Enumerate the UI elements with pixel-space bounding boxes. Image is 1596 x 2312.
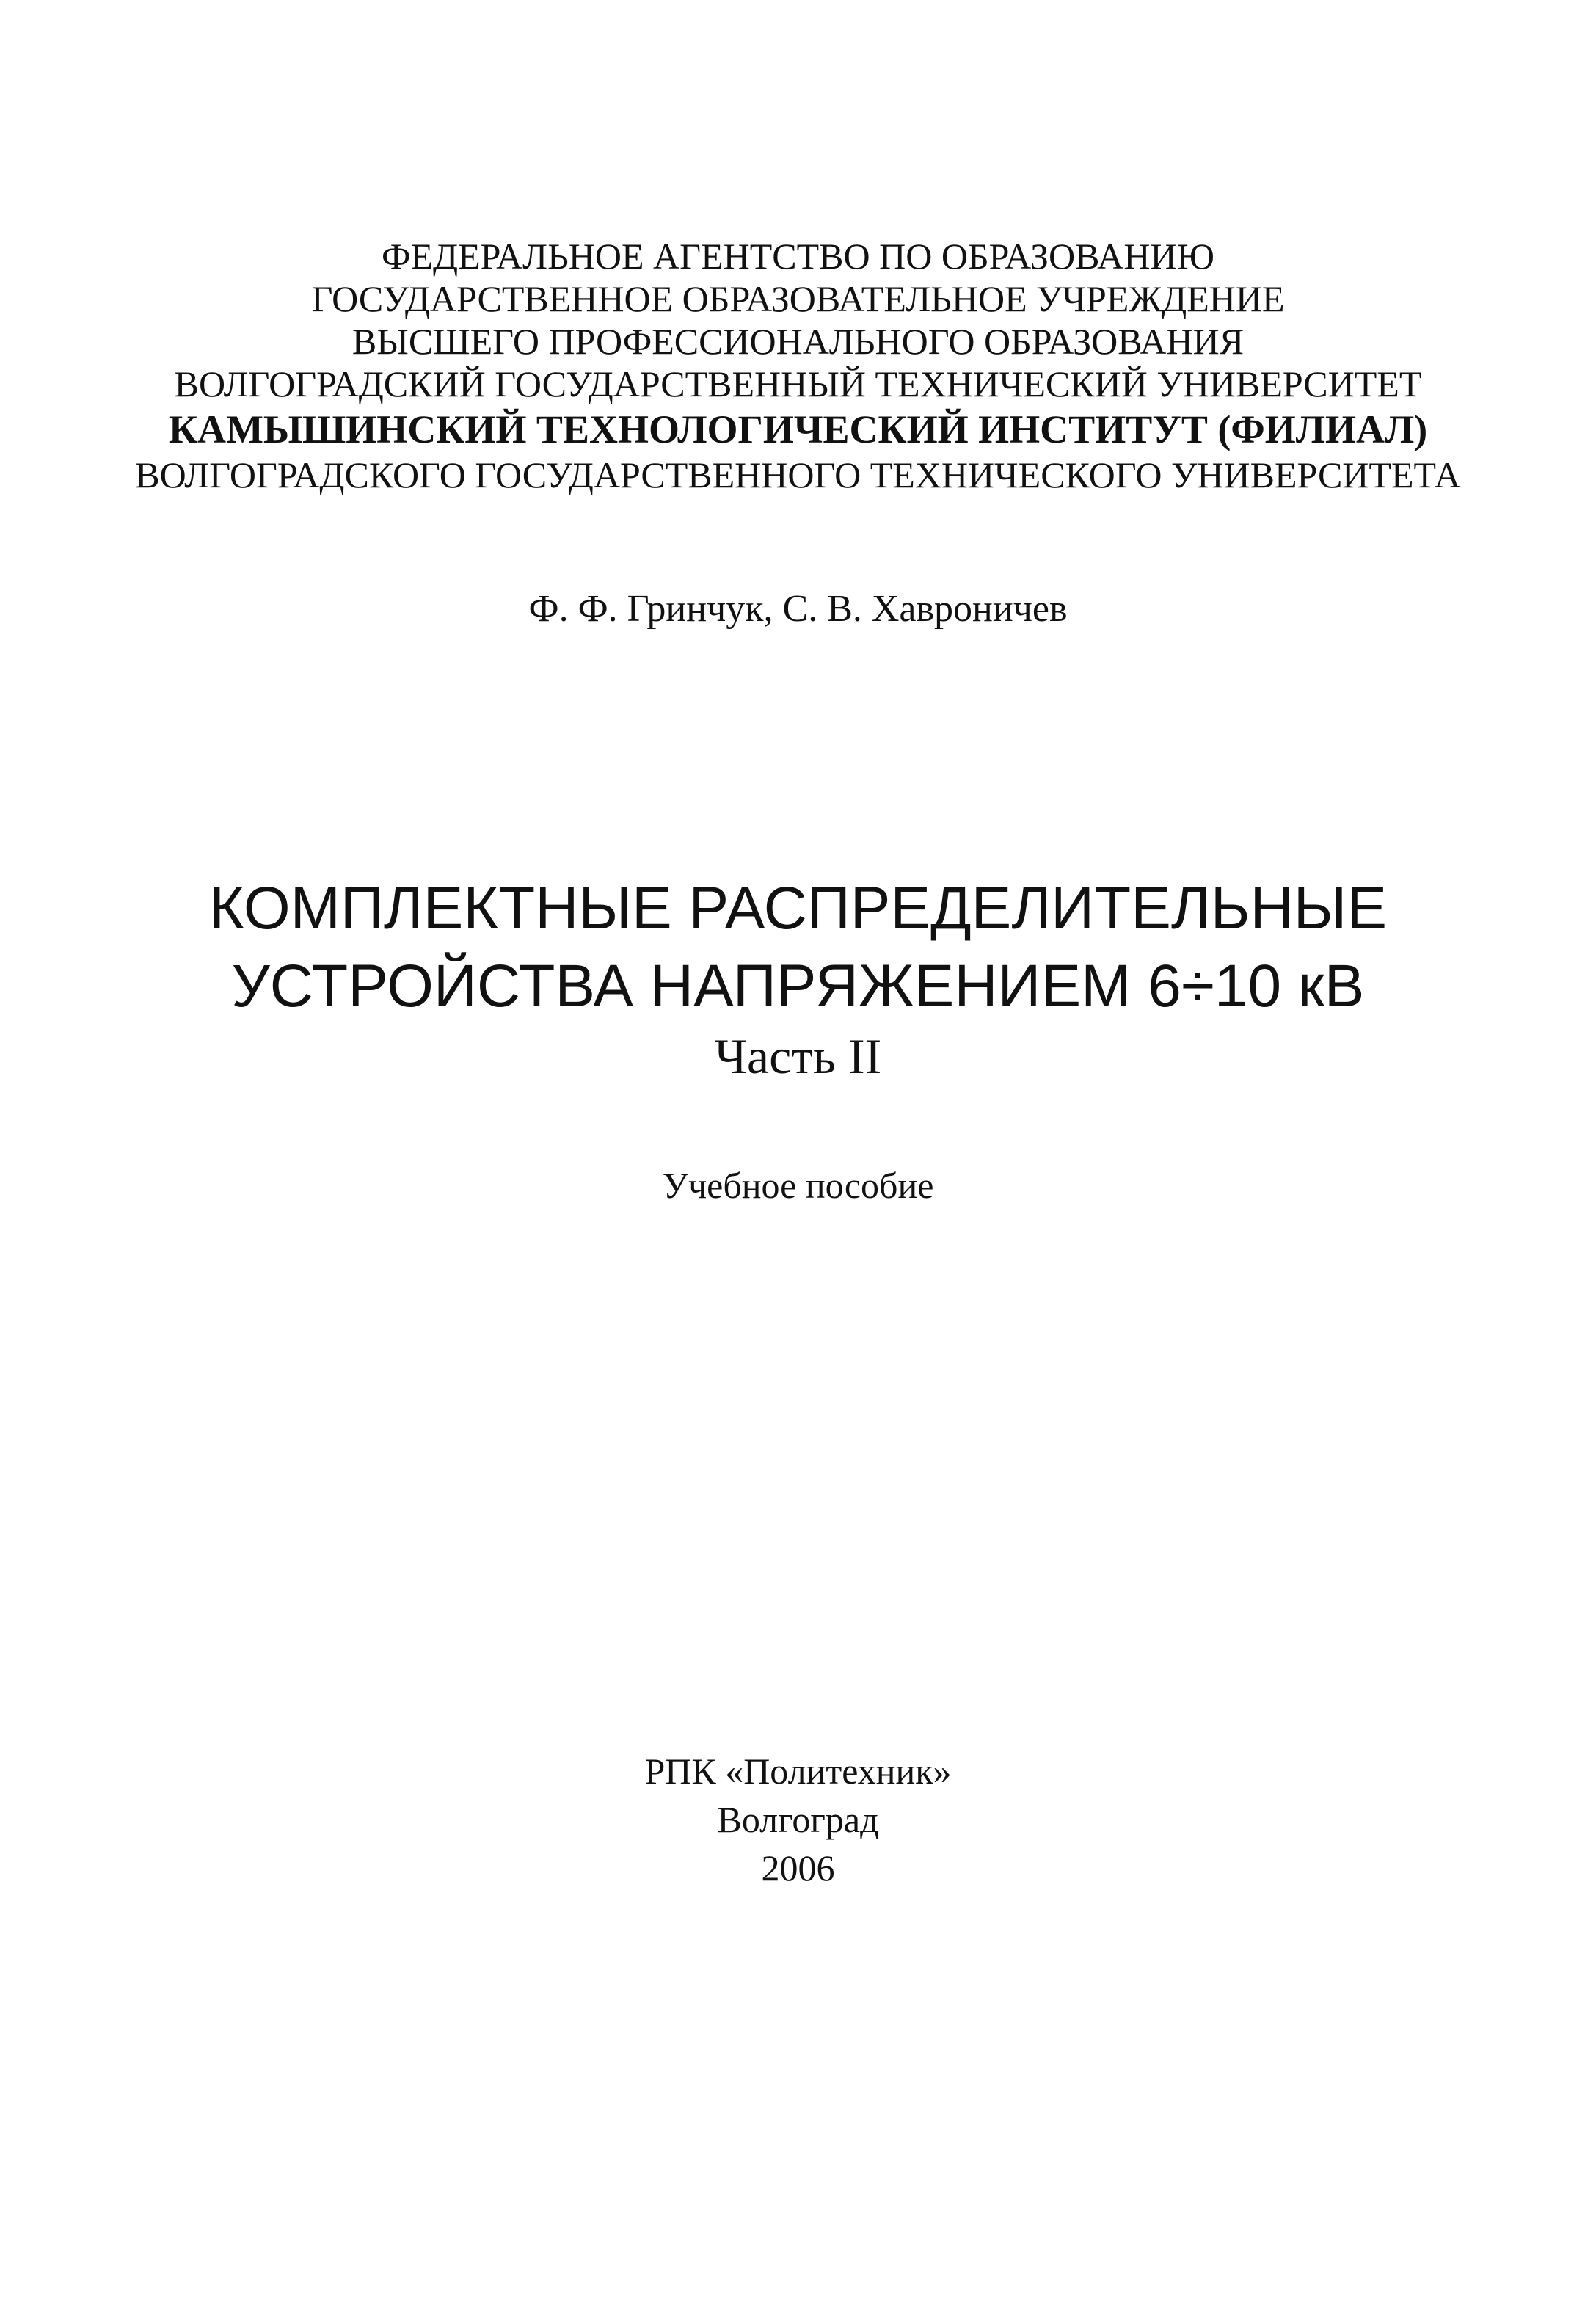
- institution-line-higher-ed: ВЫСШЕГО ПРОФЕССИОНАЛЬНОГО ОБРАЗОВАНИЯ: [351, 321, 1245, 362]
- publisher-city: Волгоград: [717, 1799, 879, 1840]
- publisher-name: РПК «Политехник»: [644, 1751, 952, 1792]
- title-line-1: КОМПЛЕКТНЫЕ РАСПРЕДЕЛИТЕЛЬНЫЕ: [208, 875, 1388, 942]
- institution-line-agency: ФЕДЕРАЛЬНОЕ АГЕНТСТВО ПО ОБРАЗОВАНИЮ: [381, 236, 1215, 277]
- book-title: [0, 870, 1596, 1086]
- title-line-2: УСТРОЙСТВА НАПРЯЖЕНИЕМ 6÷10 кВ: [231, 953, 1365, 1019]
- publisher-block: [0, 1747, 1596, 1892]
- institution-line-state: ГОСУДАРСТВЕННОЕ ОБРАЗОВАТЕЛЬНОЕ УЧРЕЖДЕНИЕ: [311, 278, 1285, 319]
- institution-line-university: ВОЛГОГРАДСКИЙ ГОСУДАРСТВЕННЫЙ ТЕХНИЧЕСКИЙ УНИВЕРСИТЕТ: [174, 363, 1422, 404]
- authors: Ф. Ф. Гринчук, С. В. Хавроничев: [528, 588, 1068, 630]
- institution-header: [0, 235, 1596, 496]
- institution-line-university-genitive: ВОЛГОГРАДСКОГО ГОСУДАРСТВЕННОГО ТЕХНИЧЕСКОГО УНИВЕРСИТЕТА: [135, 454, 1461, 495]
- publisher-year: 2006: [761, 1847, 835, 1889]
- book-type: Учебное пособие: [662, 1165, 934, 1206]
- institution-line-institute: КАМЫШИНСКИЙ ТЕХНОЛОГИЧЕСКИЙ ИНСТИТУТ (ФИЛИАЛ): [168, 407, 1428, 451]
- title-part: Часть II: [714, 1028, 882, 1084]
